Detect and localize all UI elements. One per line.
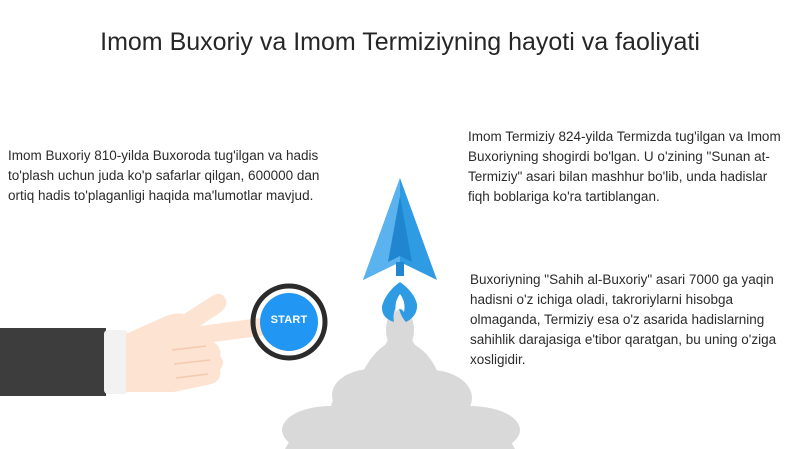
slide-title: Imom Buxoriy va Imom Termiziyning hayoti va faoliyati bbox=[100, 28, 700, 56]
hand-icon bbox=[0, 294, 270, 396]
text-termiziy: Imom Termiziy 824-yilda Termizda tug'ilgan va Imom Buxoriyning shogirdi bo'lgan. U o'zining "Sunan at-Termiziy" asari bilan mashhur bo'lib, unda hadislar fiqh boblariga ko'ra tartiblangan. bbox=[468, 129, 781, 204]
rocket-icon bbox=[363, 178, 437, 322]
text-comparison: Buxoriyning "Sahih al-Buxoriy" asari 7000 ga yaqin hadisni o'z ichiga oladi, takroriylarni hisobga olmaganda, Termiziy esa o'z asarida hadislarning sahihlik darajasiga e'tibor qaratgan, bu uning o'ziga xosligidir. bbox=[470, 272, 777, 367]
start-button-label[interactable]: START bbox=[270, 314, 308, 326]
smoke-cloud bbox=[282, 308, 520, 449]
text-buxoriy: Imom Buxoriy 810-yilda Buxoroda tug'ilgan va hadis to'plash uchun juda ko'p safarlar qilgan, 600000 dan ortiq hadis to'plaganligi haqida ma'lumotlar mavjud. bbox=[8, 148, 320, 203]
